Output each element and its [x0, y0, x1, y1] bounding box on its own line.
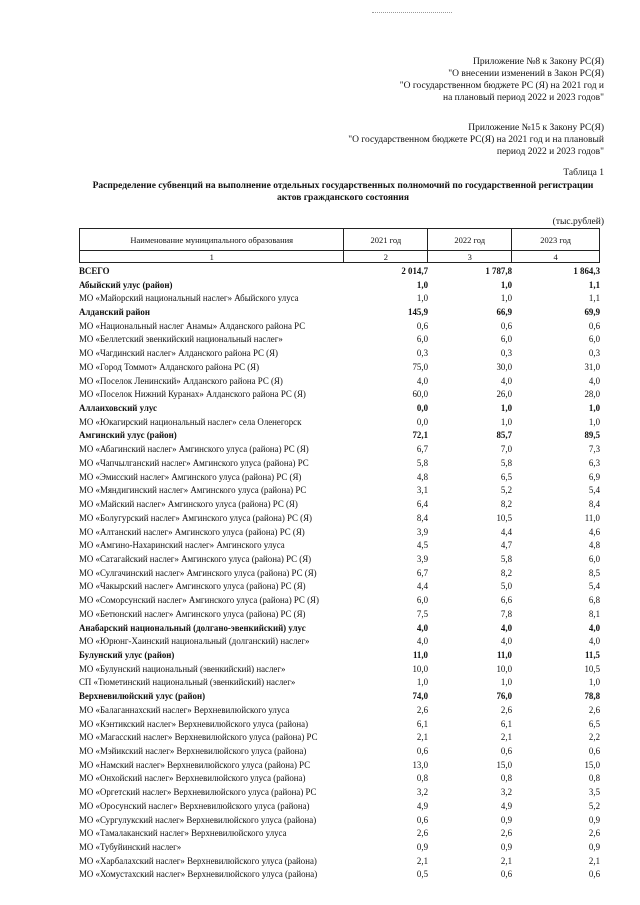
cell-2021: 72,1 [412, 430, 428, 441]
header-num-3: 3 [428, 251, 512, 263]
cell-2021: 4,4 [416, 581, 428, 592]
cell-2022: 7,0 [500, 444, 512, 455]
cell-2022: 6,5 [500, 471, 512, 482]
cell-name: МО «Сатагайский наслег» Амгинского улуса (района) РС (Я) [79, 553, 312, 564]
cell-2021: 3,2 [416, 787, 428, 798]
cell-2022: 8,2 [500, 499, 512, 510]
cell-2021: 3,1 [416, 485, 428, 496]
cell-2022: 1,0 [500, 293, 512, 304]
table-row-group [79, 689, 600, 703]
table-row [79, 484, 600, 498]
cell-2023: 15,0 [584, 759, 600, 770]
cell-2023: 0,9 [588, 842, 600, 853]
cell-name: МО «Оргетский наслег» Верхневилюйского улуса (района) РС [79, 787, 317, 798]
table-row [79, 772, 600, 786]
cell-2023: 1 864,3 [573, 265, 600, 276]
cell-2021: 6,0 [416, 334, 428, 345]
cell-2023: 2,2 [588, 732, 600, 743]
table-row [79, 497, 600, 511]
cell-name: МО «Юкагирский национальный наслег» села Оленегорск [79, 416, 302, 427]
cell-2022: 4,4 [500, 526, 512, 537]
table-row [79, 470, 600, 484]
table-row [79, 799, 600, 813]
cell-2021: 75,0 [412, 361, 428, 372]
cell-2023: 6,3 [588, 457, 600, 468]
table-row-group [79, 648, 600, 662]
cell-2022: 5,2 [500, 485, 512, 496]
cell-name: МО «Майский наслег» Амгинского улуса (района) РС (Я) [79, 499, 298, 510]
header-col-2023: 2023 год [512, 229, 600, 251]
cell-2021: 0,5 [416, 869, 428, 880]
header-line: Приложение №8 к Закону РС(Я) [472, 57, 604, 67]
cell-2023: 8,5 [588, 567, 600, 578]
cell-2022: 6,1 [500, 718, 512, 729]
cell-2021: 1,0 [416, 677, 428, 688]
table-row [79, 442, 600, 456]
cell-2021: 0,6 [416, 814, 428, 825]
cell-name: МО «Чапчылганский наслег» Амгинского улуса (района) РС [79, 457, 309, 468]
cell-2022: 2,1 [500, 855, 512, 866]
table-row [79, 291, 600, 305]
cell-2021: 4,0 [416, 622, 428, 633]
cell-2022: 5,8 [500, 553, 512, 564]
cell-name: МО «Эмисский наслег» Амгинского улуса (района) РС (Я) [79, 471, 302, 482]
cell-2021: 0,6 [416, 320, 428, 331]
cell-2022: 0,6 [500, 746, 512, 757]
table-row [79, 374, 600, 388]
table-row [79, 703, 600, 717]
table-row [79, 456, 600, 470]
table-row [79, 662, 600, 676]
table-row-group [79, 429, 600, 443]
cell-2023: 2,1 [588, 855, 600, 866]
table-row [79, 360, 600, 374]
table-body [79, 264, 600, 881]
cell-2023: 10,5 [584, 663, 600, 674]
cell-2021: 6,7 [416, 444, 428, 455]
table-row-group [79, 401, 600, 415]
cell-name: МО «Кэнтикский наслег» Верхневилюйского улуса (района) [79, 718, 309, 729]
header-col-2022: 2022 год [428, 229, 512, 251]
cell-2021: 11,0 [412, 649, 428, 660]
header-num-2: 2 [344, 251, 428, 263]
cell-2023: 1,0 [588, 677, 600, 688]
cell-2021: 2,1 [416, 732, 428, 743]
cell-2023: 69,9 [584, 307, 600, 318]
header-line: Приложение №15 к Закону РС(Я) [468, 123, 604, 133]
cell-2023: 4,0 [588, 636, 600, 647]
cell-name: МО «Чакырский наслег» Амгинского улуса (района) РС (Я) [79, 581, 306, 592]
cell-2021: 74,0 [412, 691, 428, 702]
cell-2023: 6,0 [588, 553, 600, 564]
cell-name: МО «Болугурский наслег» Амгинского улуса (района) РС (Я) [79, 512, 313, 523]
cell-name: МО «Магасский наслег» Верхневилюйского улуса (района) РС [79, 732, 318, 743]
cell-name: ВСЕГО [79, 265, 110, 276]
table-row [79, 785, 600, 799]
cell-2022: 15,0 [496, 759, 512, 770]
cell-2023: 1,0 [588, 403, 600, 414]
table-row [79, 730, 600, 744]
cell-2021: 6,1 [416, 718, 428, 729]
header-col-name: Наименование муниципального образования [80, 229, 344, 251]
table-row-group [79, 305, 600, 319]
cell-2023: 0,3 [588, 348, 600, 359]
cell-2021: 0,3 [416, 348, 428, 359]
cell-2022: 6,0 [500, 334, 512, 345]
cell-2023: 5,2 [588, 800, 600, 811]
cell-2023: 1,1 [588, 293, 600, 304]
table-row [79, 813, 600, 827]
cell-name: МО «Тамалаканский наслег» Верхневилюйского улуса [79, 828, 287, 839]
cell-2022: 5,8 [500, 457, 512, 468]
cell-name: Алданский район [79, 307, 150, 318]
cell-2022: 0,6 [500, 320, 512, 331]
cell-2021: 6,4 [416, 499, 428, 510]
cell-name: МО «Сургулукский наслег» Верхневилюйского улуса (района) [79, 814, 317, 825]
cell-2021: 13,0 [412, 759, 428, 770]
cell-2022: 30,0 [496, 361, 512, 372]
cell-2021: 2,6 [416, 828, 428, 839]
table-row [79, 607, 600, 621]
header-line: на плановый период 2022 и 2023 годов" [443, 93, 604, 103]
cell-2023: 28,0 [584, 389, 600, 400]
header-line: "О государственном бюджете РС(Я) на 2021 год и на плановый [348, 135, 604, 145]
cell-name: Абыйский улус (район) [79, 279, 173, 290]
cell-2022: 0,8 [500, 773, 512, 784]
cell-2021: 8,4 [416, 512, 428, 523]
cell-2022: 0,6 [500, 869, 512, 880]
cell-name: МО «Балаганнахский наслег» Верхневилюйского улуса [79, 704, 290, 715]
cell-name: МО «Мяндигинский наслег» Амгинского улуса (района) РС [79, 485, 307, 496]
cell-2023: 2,6 [588, 828, 600, 839]
table-row [79, 333, 600, 347]
cell-name: МО «Чагдинский наслег» Алданского района РС (Я) [79, 348, 278, 359]
cell-2023: 3,5 [588, 787, 600, 798]
cell-2023: 4,0 [588, 622, 600, 633]
header-line: период 2022 и 2023 годов" [496, 147, 604, 157]
cell-name: Верхневилюйский улус (район) [79, 691, 206, 702]
cell-2022: 0,9 [500, 814, 512, 825]
cell-2021: 60,0 [412, 389, 428, 400]
cell-2021: 4,8 [416, 471, 428, 482]
cell-name: МО «Мэйикский наслег» Верхневилюйского улуса (района) [79, 746, 307, 757]
cell-2021: 1,0 [416, 293, 428, 304]
cell-name: Булунский улус (район) [79, 649, 175, 660]
units-label: (тыс.рублей) [552, 217, 604, 227]
cell-name: МО «Онхойский наслег» Верхневилюйского улуса (района) [79, 773, 306, 784]
cell-2021: 0,6 [416, 746, 428, 757]
table-row [79, 593, 600, 607]
cell-2023: 1,1 [588, 279, 600, 290]
cell-name: МО «Поселок Нижний Куранах» Алданского района РС (Я) [79, 389, 306, 400]
cell-2023: 0,6 [588, 320, 600, 331]
cell-2022: 4,0 [500, 375, 512, 386]
cell-2023: 89,5 [584, 430, 600, 441]
cell-2021: 6,7 [416, 567, 428, 578]
cell-2022: 5,0 [500, 581, 512, 592]
cell-2022: 10,5 [496, 512, 512, 523]
cell-2021: 1,0 [416, 279, 428, 290]
cell-name: МО «Национальный наслег Анамы» Алданского района РС [79, 320, 306, 331]
header-line: "О внесении изменений в Закон РС(Я) [448, 69, 604, 79]
cell-2022: 4,0 [500, 622, 512, 633]
cell-2022: 4,0 [500, 636, 512, 647]
cell-2023: 2,6 [588, 704, 600, 715]
cell-name: МО «Майорский национальный наслег» Абыйского улуса [79, 293, 299, 304]
table-row [79, 511, 600, 525]
cell-2021: 145,9 [408, 307, 428, 318]
table-row [79, 826, 600, 840]
cell-name: МО «Булунский национальный (эвенкийский) наслег» [79, 663, 286, 674]
cell-2022: 2,6 [500, 704, 512, 715]
cell-name: СП «Тюметинский национальный (эвенкийский) наслег» [79, 677, 296, 688]
table-row [79, 525, 600, 539]
cell-2021: 7,5 [416, 608, 428, 619]
cell-name: МО «Алтанский наслег» Амгинского улуса (района) РС (Я) [79, 526, 305, 537]
table-row [79, 319, 600, 333]
cell-2022: 26,0 [496, 389, 512, 400]
cell-2021: 2,6 [416, 704, 428, 715]
table-row [79, 346, 600, 360]
table-row [79, 580, 600, 594]
cell-2023: 31,0 [584, 361, 600, 372]
table-row [79, 840, 600, 854]
cell-2023: 11,5 [584, 649, 600, 660]
cell-2023: 6,9 [588, 471, 600, 482]
appendix-header-8 [400, 56, 604, 104]
cell-2021: 4,9 [416, 800, 428, 811]
cell-name: МО «Поселок Ленинский» Алданского района РС (Я) [79, 375, 283, 386]
cell-2022: 8,2 [500, 567, 512, 578]
title-line: актов гражданского состояния [276, 193, 410, 203]
cell-2023: 78,8 [584, 691, 600, 702]
table-row [79, 538, 600, 552]
table-label: Таблица 1 [563, 168, 604, 178]
cell-2021: 2 014,7 [401, 265, 428, 276]
cell-2021: 4,0 [416, 375, 428, 386]
cell-name: МО «Намский наслег» Верхневилюйского улуса (района) РС [79, 759, 311, 770]
cell-2023: 4,8 [588, 540, 600, 551]
cell-2023: 6,0 [588, 334, 600, 345]
cell-2023: 6,8 [588, 595, 600, 606]
cell-name: МО «Соморсунский наслег» Амгинского улуса (района) РС (Я) [79, 595, 319, 606]
cell-2022: 2,6 [500, 828, 512, 839]
cell-2021: 4,5 [416, 540, 428, 551]
cell-2022: 1,0 [500, 403, 512, 414]
cell-name: МО «Юрюнг-Хаинский национальный (долганский) наслег» [79, 636, 310, 647]
header-line: "О государственном бюджете РС (Я) на 2021 год и [399, 81, 604, 91]
cell-2022: 3,2 [500, 787, 512, 798]
table-row-group [79, 621, 600, 635]
cell-name: Аллаиховский улус [79, 403, 157, 414]
cell-name: МО «Хомустахский наслег» Верхневилюйского улуса (района) [79, 869, 318, 880]
cell-2023: 0,6 [588, 869, 600, 880]
appendix-header-15 [348, 122, 604, 158]
cell-2022: 76,0 [496, 691, 512, 702]
cell-2022: 2,1 [500, 732, 512, 743]
cell-2023: 4,0 [588, 375, 600, 386]
cell-2021: 0,9 [416, 842, 428, 853]
table-row [79, 415, 600, 429]
cell-name: Амгинский улус (район) [79, 430, 177, 441]
cell-2021: 2,1 [416, 855, 428, 866]
cell-2022: 1,0 [500, 416, 512, 427]
cell-2022: 66,9 [496, 307, 512, 318]
table-row [79, 744, 600, 758]
cell-2022: 1,0 [500, 677, 512, 688]
cell-2022: 6,6 [500, 595, 512, 606]
table-row [79, 387, 600, 401]
cell-2023: 8,4 [588, 499, 600, 510]
cell-name: МО «Тубуйинский наслег» [79, 842, 182, 853]
table-row [79, 758, 600, 772]
cell-name: МО «Оросунский наслег» Верхневилюйского улуса (района) [79, 800, 310, 811]
cell-2022: 1 787,8 [485, 265, 512, 276]
cell-2021: 5,8 [416, 457, 428, 468]
cell-2021: 6,0 [416, 595, 428, 606]
cell-2023: 4,6 [588, 526, 600, 537]
cell-2023: 11,0 [584, 512, 600, 523]
cell-2023: 6,5 [588, 718, 600, 729]
cell-2021: 0,8 [416, 773, 428, 784]
cell-2022: 1,0 [500, 279, 512, 290]
cell-2021: 4,0 [416, 636, 428, 647]
cell-2023: 0,9 [588, 814, 600, 825]
cell-2023: 0,6 [588, 746, 600, 757]
cell-2023: 0,8 [588, 773, 600, 784]
title-line: Распределение субвенций на выполнение отдельных государственных полномочий по государственной регистрации [92, 181, 594, 191]
cell-2022: 10,0 [496, 663, 512, 674]
cell-2023: 5,4 [588, 485, 600, 496]
table-row-group [79, 264, 600, 278]
cell-2021: 3,9 [416, 526, 428, 537]
table-row [79, 552, 600, 566]
scan-mark [372, 12, 452, 15]
cell-name: Анабарский национальный (долгано-эвенкийский) улус [79, 622, 306, 633]
cell-name: МО «Абагинский наслег» Амгинского улуса (района) РС (Я) [79, 444, 309, 455]
cell-2022: 4,7 [500, 540, 512, 551]
cell-2023: 8,1 [588, 608, 600, 619]
header-num-4: 4 [512, 251, 600, 263]
cell-name: МО «Город Томмот» Алданского района РС (Я) [79, 361, 260, 372]
document-title [78, 180, 608, 204]
cell-2021: 10,0 [412, 663, 428, 674]
cell-2021: 0,0 [416, 403, 428, 414]
cell-2022: 11,0 [496, 649, 512, 660]
cell-name: МО «Сулгачинский наслег» Амгинского улуса (района) РС (Я) [79, 567, 317, 578]
cell-2023: 1,0 [588, 416, 600, 427]
cell-2023: 7,3 [588, 444, 600, 455]
cell-2022: 7,8 [500, 608, 512, 619]
cell-name: МО «Харбалахский наслег» Верхневилюйского улуса (района) [79, 855, 317, 866]
cell-2021: 0,0 [416, 416, 428, 427]
cell-name: МО «Бетюнский наслег» Амгинского улуса (района) РС (Я) [79, 608, 306, 619]
cell-name: МО «Беллетский эвенкийский национальный наслег» [79, 334, 283, 345]
cell-2022: 0,3 [500, 348, 512, 359]
header-col-2021: 2021 год [344, 229, 428, 251]
table-row-group [79, 278, 600, 292]
cell-2022: 85,7 [496, 430, 512, 441]
cell-name: МО «Амгино-Нахаринский наслег» Амгинского улуса [79, 540, 285, 551]
header-num-1: 1 [80, 251, 344, 263]
table-row [79, 634, 600, 648]
table-row [79, 676, 600, 690]
cell-2023: 5,4 [588, 581, 600, 592]
cell-2021: 3,9 [416, 553, 428, 564]
table-row [79, 868, 600, 882]
table-row [79, 854, 600, 868]
cell-2022: 0,9 [500, 842, 512, 853]
table-header [79, 228, 600, 263]
table-row [79, 566, 600, 580]
table-row [79, 717, 600, 731]
cell-2022: 4,9 [500, 800, 512, 811]
